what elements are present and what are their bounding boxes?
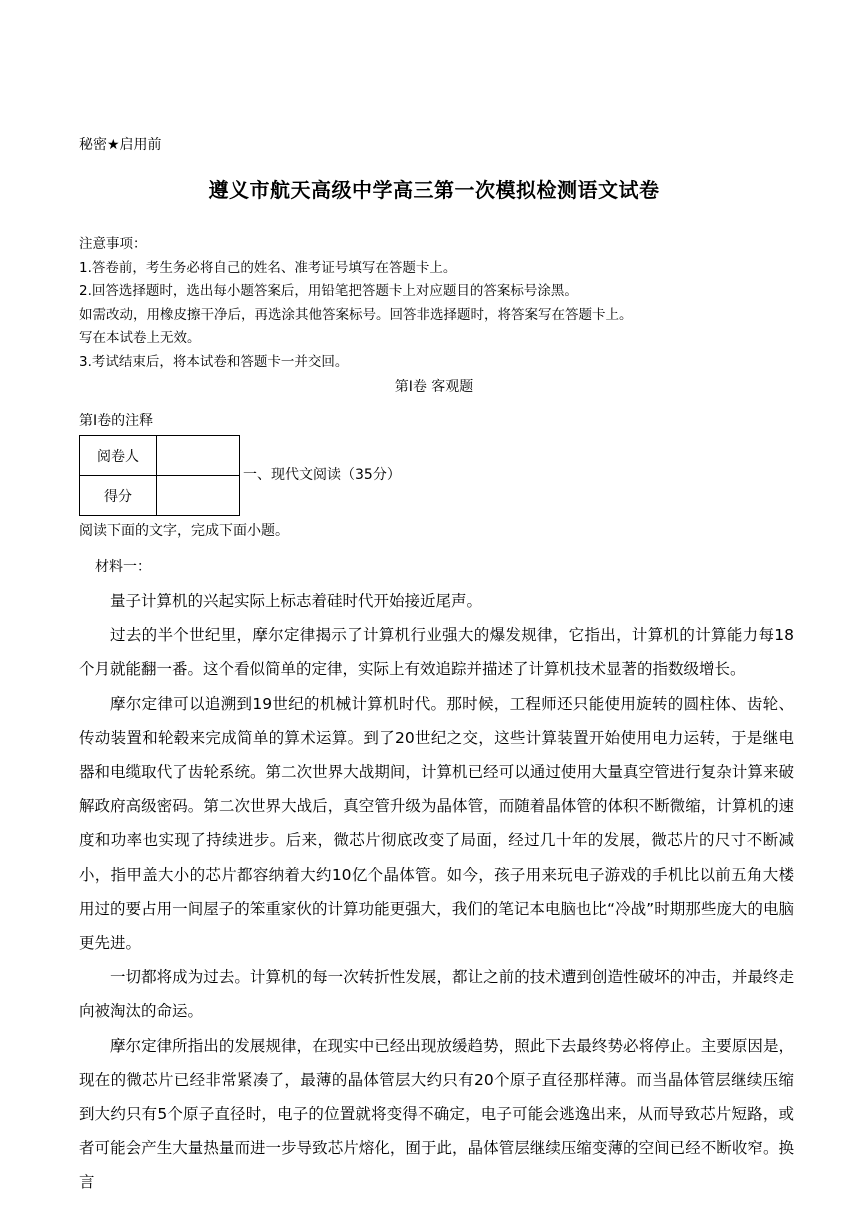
notes-line: 如需改动，用橡皮擦干净后，再选涂其他答案标号。回答非选择题时，将答案写在答题卡上。 — [79, 306, 633, 323]
notes-line: 1.答卷前，考生务必将自己的姓名、准考证号填写在答题卡上。 — [79, 259, 457, 276]
reviewer-label: 阅卷人 — [80, 436, 157, 476]
exam-notes — [79, 233, 633, 375]
exam-title: 遵义市航天高级中学高三第一次模拟检测语文试卷 — [208, 178, 660, 202]
passage-paragraph: 过去的半个世纪里，摩尔定律揭示了计算机行业强大的爆发规律，它指出，计算机的计算能力每18个月就能翻一番。这个看似简单的定律，实际上有效追踪并描述了计算机技术显著的指数级增长。 — [79, 626, 794, 679]
grading-table — [79, 435, 240, 516]
section-note: 第Ⅰ卷的注释 — [79, 413, 154, 429]
confidential-mark: 秘密★启用前 — [79, 137, 162, 153]
reviewer-cell — [157, 436, 240, 476]
notes-line: 2.回答选择题时，选出每小题答案后，用铅笔把答题卡上对应题目的答案标号涂黑。 — [79, 283, 578, 300]
score-cell — [157, 476, 240, 516]
section-title: 第Ⅰ卷 客观题 — [394, 379, 474, 395]
notes-line: 写在本试卷上无效。 — [79, 330, 201, 347]
notes-line: 3.考试结束后，将本试卷和答题卡一并交回。 — [79, 353, 349, 370]
passage-paragraph: 一切都将成为过去。计算机的每一次转折性发展，都让之前的技术遭到创造性破坏的冲击，并最终走向被淘汰的命运。 — [79, 968, 794, 1021]
question-title: 一、现代文阅读（35分） — [243, 467, 401, 483]
passage-paragraph: 摩尔定律可以追溯到19世纪的机械计算机时代。那时候，工程师还只能使用旋转的圆柱体、齿轮、传动装置和轮毂来完成简单的算术运算。到了20世纪之交，这些计算装置开始使用电力运转，于是继电器和电缆取代了齿轮系统。第二次世界大战期间，计算机已经可以通过使用大量真空管进行复杂计算来破解政府高级密码。第二次世界大战后，真空管升级为晶体管，而随着晶体管的体积不断微缩，计算机的速度和功率也实现了持续进步。后来，微芯片彻底改变了局面，经过几十年的发展，微芯片的尺寸不断减小，指甲盖大小的芯片都容纳着大约10亿个晶体管。如今，孩子用来玩电子游戏的手机比以前五角大楼用过的要占用一间屋子的笨重家伙的计算功能更强大，我们的笔记本电脑也比“冷战”时期那些庞大的电脑更先进。 — [79, 694, 794, 953]
passage-paragraph: 量子计算机的兴起实际上标志着硅时代开始接近尾声。 — [110, 592, 483, 610]
notes-heading: 注意事项： — [79, 236, 147, 252]
material-label: 材料一： — [95, 559, 151, 575]
reading-passage — [79, 584, 794, 1200]
score-label: 得分 — [80, 476, 157, 516]
question-instruction: 阅读下面的文字，完成下面小题。 — [79, 523, 289, 539]
passage-paragraph: 摩尔定律所指出的发展规律，在现实中已经出现放缓趋势，照此下去最终势必将停止。主要原因是，现在的微芯片已经非常紧凑了，最薄的晶体管层大约只有20个原子直径那样薄。而当晶体管层继续压缩到大约只有5个原子直径时，电子的位置就将变得不确定，电子可能会逃逸出来，从而导致芯片短路，或者可能会产生大量热量而进一步导致芯片熔化，囿于此，晶体管层继续压缩变薄的空间已经不断收窄。换言 — [79, 1036, 794, 1192]
